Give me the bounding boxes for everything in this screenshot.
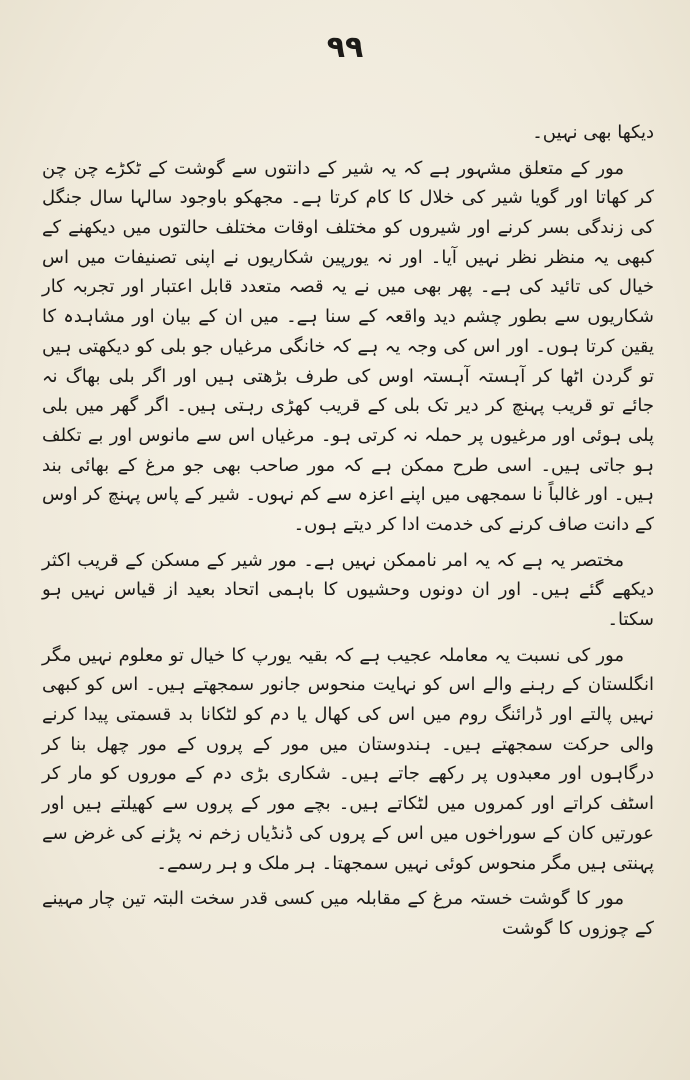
paragraph-5: مور کا گوشت خستہ مرغ کے مقابلہ میں کسی قدر سخت البتہ تین چار مہینے کے چوزوں کا گوشت (42, 888, 654, 939)
page-body-text (42, 118, 654, 950)
paragraph-1: دیکھا بھی نہیں۔ (532, 122, 654, 143)
paragraph-4: مور کی نسبت یہ معاملہ عجیب ہے کہ بقیہ یورپ کا خیال تو معلوم نہیں مگر انگلستان کے رہنے والے اس کو نہایت منحوس جانور سمجھتے ہیں۔ اس کو کبھی نہیں پالتے اور ڈرائنگ روم میں اس کی کھال یا دم کو لٹکانا بد قسمتی پیدا کرنے والی حرکت سمجھتے ہیں۔ ہندوستان میں مور کے پروں کے مور چھل بنا کر درگاہوں اور معبدوں پر رکھے جاتے ہیں۔ شکاری بڑی دم کے موروں کو مار کر اسٹف کراتے اور کمروں میں لٹکاتے ہیں۔ بچے مور کے پروں سے کھیلتے ہیں اور عورتیں کان کے سوراخوں میں اس کے پروں کی ڈنڈیاں زخم نہ پڑنے کی غرض سے پہنتی ہیں مگر منحوس کوئی نہیں سمجھتا۔ ہر ملک و ہر رسمے۔ (42, 644, 654, 874)
paragraph-2: مور کے متعلق مشہور ہے کہ یہ شیر کے دانتوں سے گوشت کے ٹکڑے چن چن کر کھاتا اور گویا شیر کی خلال کا کام کرتا ہے۔ مجھکو باوجود سالہا سال جنگل کی زندگی بسر کرنے اور شیروں کو مختلف اوقات مختلف حالتوں میں دیکھنے کے کبھی یہ منظر نظر نہیں آیا۔ اور نہ یورپین شکاریوں نے اپنی تصنیفات میں اس خیال کی تائید کی ہے۔ پھر بھی میں نے یہ قصہ متعدد قابل اعتبار اور تجربہ کار شکاریوں سے بطور چشم دید واقعہ کے سنا ہے۔ میں ان کے بیان اور مشاہدہ کا یقین کرتا ہوں۔ اور اس کی وجہ یہ ہے کہ خانگی مرغیاں جو بلی کو دیکھتی ہیں تو گردن اٹھا کر آہستہ آہستہ اوس کی طرف بڑھتی ہیں اور اگر بلی بھاگ نہ جائے تو قریب پہنچ کر دیر تک بلی کے قریب کھڑی رہتی ہیں۔ اگر گھر میں بلی پلی ہوئی اور مرغیوں پر حملہ نہ کرتی ہو۔ مرغیاں اس سے مانوس اور بے تکلف ہو جاتی ہیں۔ اسی طرح ممکن ہے کہ مور صاحب بھی جو مرغ کے بھائی بند ہیں۔ اور غالباً نا سمجھی میں اپنے اعزہ سے کم نہوں۔ شیر کے پاس پہنچ کر اوس کے دانت صاف کرنے کی خدمت ادا کر دیتے ہوں۔ (42, 157, 654, 535)
page-number: ۹۹ (326, 30, 364, 65)
paragraph-3: مختصر یہ ہے کہ یہ امر ناممکن نہیں ہے۔ مور شیر کے مسکن کے قریب اکثر دیکھے گئے ہیں۔ اور ان دونوں وحشیوں کا باہمی اتحاد بعید از قیاس نہیں ہو سکتا۔ (42, 549, 654, 630)
